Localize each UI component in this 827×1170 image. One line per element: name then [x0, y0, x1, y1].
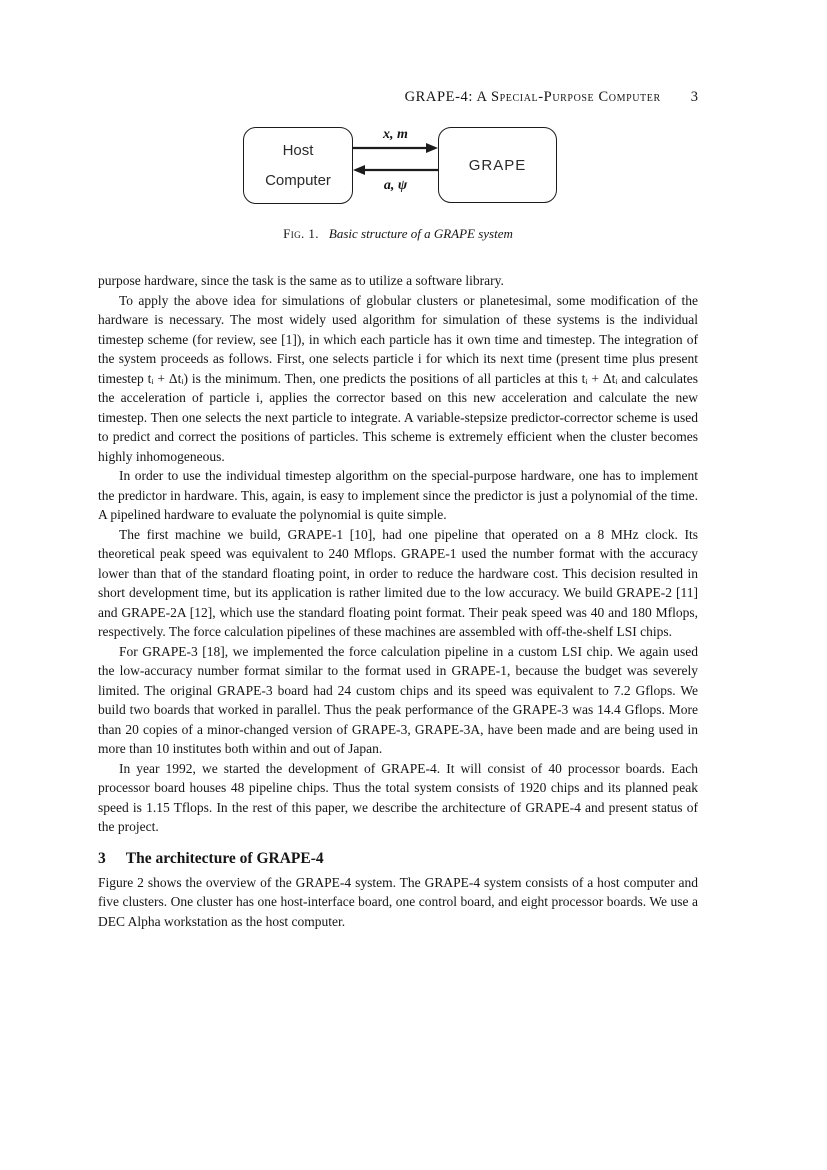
section-number: 3	[98, 849, 106, 867]
paragraph-continuation: purpose hardware, since the task is the same as to utilize a software library.	[98, 273, 504, 288]
paragraph-grape-4-intro: In year 1992, we started the development of GRAPE-4. It will consist of 40 processor boards. Each processor board houses 48 pipeline chips. Thus the total system consists of 1920 chips and its planned peak speed is 1.15 Tflops. In the rest of this paper, we describe the architecture of GRAPE-4 and present status of the project.	[98, 760, 698, 834]
paragraph-architecture-overview: Figure 2 shows the overview of the GRAPE-4 system. The GRAPE-4 system consists of a host computer and five clusters. One cluster has one host-interface board, one control board, and eight processor boards. We use a DEC Alpha workstation as the host computer.	[98, 874, 698, 929]
host-box-label-line2: Computer	[265, 172, 331, 189]
paragraph-grape-1-2: The first machine we build, GRAPE-1 [10], had one pipeline that operated on a 8 MHz clock. Its theoretical peak speed was equivalent to 240 Mflops. GRAPE-1 used the number format with the accuracy lower than that of the standard floating point, in order to reduce the hardware cost. This decision resulted in short development time, but its application is rather limited due to the low accuracy. We build GRAPE-2 [11] and GRAPE-2A [12], which use the standard floating point format. Their peak speed was 40 and 180 Mflops, respectively. The force calculation pipelines of these machines are assembled with off-the-shelf LSI chips.	[98, 526, 698, 639]
page-number: 3	[690, 89, 698, 105]
right-arrow-icon	[353, 143, 438, 153]
figure-caption	[98, 226, 698, 242]
body-text	[98, 271, 698, 931]
left-arrow-icon	[353, 165, 438, 175]
paragraph-predictor-hardware: In order to use the individual timestep algorithm on the special-purpose hardware, one has to implement the predictor in hardware. This, again, is easy to implement since the predictor is just a polynomial of the time. A pipelined hardware to evaluate the polynomial is quite simple.	[98, 468, 698, 522]
running-head	[98, 89, 698, 106]
figure-1-diagram	[98, 127, 698, 203]
top-arrow-label: x, m	[383, 127, 408, 142]
paragraph-grape-3: For GRAPE-3 [18], we implemented the force calculation pipeline in a custom LSI chip. We again used the low-accuracy number format similar to the format used in GRAPE-1, because the budget was severely limited. The original GRAPE-3 board had 24 custom chips and its speed was equivalent to 7.2 Gflops. We build two boards that worked in parallel. Thus the peak performance of the GRAPE-3 was 14.4 Gflops. More than 20 copies of a minor-changed version of GRAPE-3, GRAPE-3A, have been made and are being used in more than 10 institutes both within and out of Japan.	[98, 643, 698, 756]
section-title: The architecture of GRAPE-4	[125, 849, 324, 867]
paragraph-individual-timestep: To apply the above idea for simulations of globular clusters or planetesimal, some modification of the hardware is necessary. The most widely used algorithm for simulation of these systems is the individual timestep scheme (for review, see [1]), in which each particle has it own time and timestep. The integration of the system proceeds as follows. First, one selects particle i for which its next time (present time plus present timestep tᵢ + Δtᵢ) is the minimum. Then, one predicts the positions of all particles at this tᵢ + Δtᵢ and calculates the acceleration of particle i, applies the corrector based on this new acceleration and calculate the new timestep. Then one selects the next particle to integrate. A variable-stepsize predictor-corrector scheme is used to predict and correct the positions of particles. This scheme is extremely efficient when the cluster becomes highly inhomogeneous.	[98, 292, 698, 464]
running-head-title: GRAPE-4: A Special-Purpose Computer	[404, 89, 661, 105]
bottom-arrow-label: a, ψ	[383, 178, 408, 193]
section-heading	[98, 850, 698, 868]
host-box-label-line1: Host	[282, 142, 314, 159]
figure-caption-label: Fig. 1.	[283, 226, 319, 241]
grape-box-label: GRAPE	[468, 156, 527, 174]
figure-caption-text: Basic structure of a GRAPE system	[328, 226, 513, 241]
